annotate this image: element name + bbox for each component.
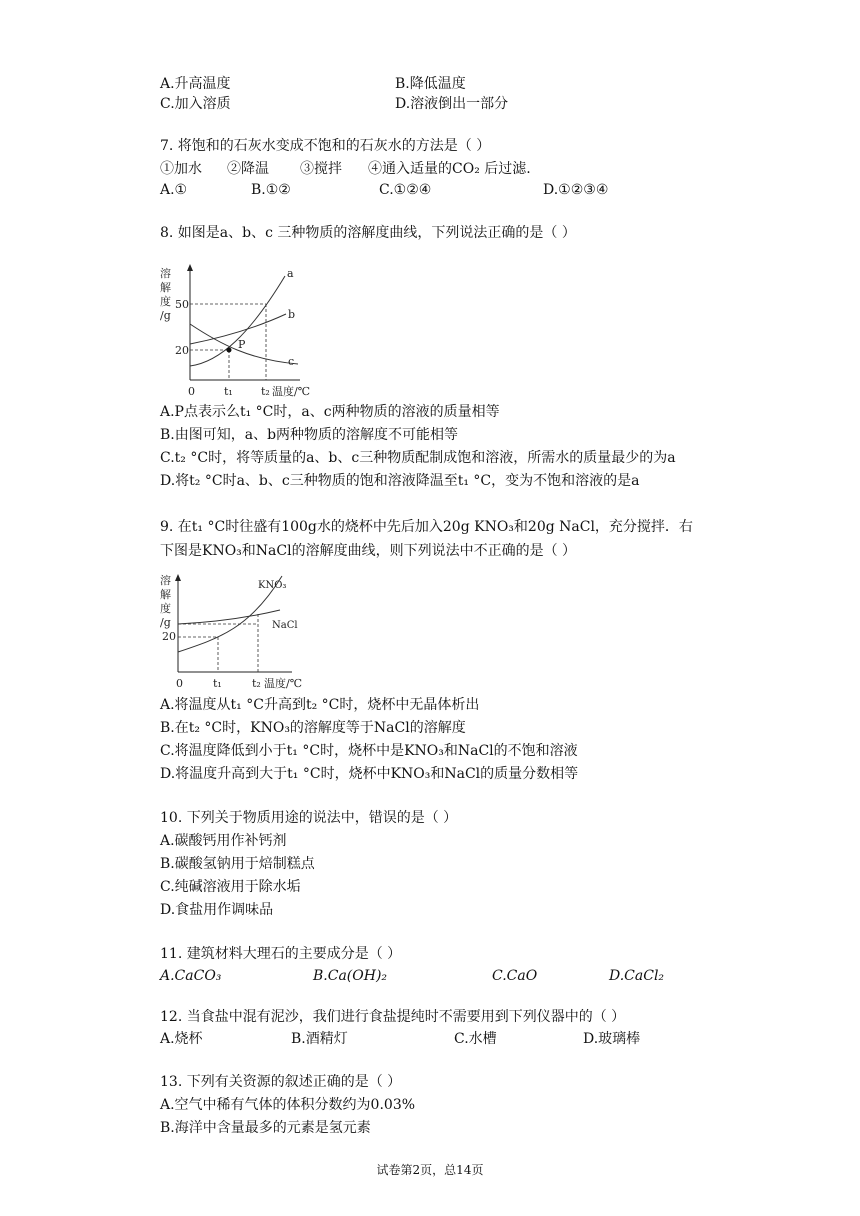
q9-curve-nacl: [178, 610, 280, 624]
q9-ytick-20: 20: [162, 630, 176, 643]
q8-ytick-50: 50: [175, 298, 189, 311]
q12-option-a: A.烧杯: [160, 1031, 203, 1047]
q8-curve-c-label: c: [288, 355, 295, 368]
q9-option-d: D.将温度升高到大于t₁ °C时，烧杯中KNO₃和NaCl的质量分数相等: [160, 766, 579, 782]
page-footer: 试卷第2页，总14页: [376, 1163, 484, 1177]
q10-option-a: A.碳酸钙用作补钙剂: [160, 833, 287, 849]
q12-option-d: D.玻璃棒: [583, 1031, 641, 1047]
q9-stem-line2: 下图是KNO₃和NaCl的溶解度曲线，则下列说法中不正确的是（ ）: [160, 543, 577, 559]
q9-xtick-t2: t₂: [252, 677, 261, 690]
q8-point-label: P: [238, 338, 246, 351]
q6-option-c: C.加入溶质: [160, 96, 231, 112]
q7-method-2: ②降温: [227, 161, 269, 177]
q9-option-a: A.将温度从t₁ °C升高到t₂ °C时，烧杯中无晶体析出: [160, 697, 480, 713]
q8-curve-a-label: a: [287, 267, 294, 280]
q11-option-a: A.CaCO₃: [160, 968, 222, 984]
q8-option-d: D.将t₂ °C时a、b、c三种物质的饱和溶液降温至t₁ °C，变为不饱和溶液的是a: [160, 473, 640, 489]
q11-option-b: B.Ca(OH)₂: [313, 968, 388, 984]
q8-ylabel-3: 度: [160, 295, 171, 308]
q13-option-a: A.空气中稀有气体的体积分数约为0.03%: [160, 1097, 416, 1113]
q7-option-d: D.①②③④: [543, 182, 609, 198]
q9-curve-kno3-label: KNO₃: [258, 580, 287, 591]
q7-method-1: ①加水: [160, 161, 202, 177]
q9-ylabel-2: 解: [160, 588, 171, 601]
q9-xtick-0: 0: [176, 677, 183, 690]
q8-option-a: A.P点表示么t₁ °C时，a、c两种物质的溶液的质量相等: [160, 404, 500, 420]
q10-option-b: B.碳酸氢钠用于焙制糕点: [160, 856, 315, 872]
q7-method-3: ③搅拌: [300, 161, 342, 177]
q7-stem: 7. 将饱和的石灰水变成不饱和的石灰水的方法是（ ）: [160, 138, 491, 154]
q7-option-c: C.①②④: [379, 182, 432, 198]
q11-option-c: C.CaO: [492, 968, 538, 984]
q9-xlabel: 温度/℃: [264, 677, 303, 690]
q13-option-b: B.海洋中含量最多的元素是氢元素: [160, 1120, 371, 1136]
q9-option-b: B.在t₂ °C时，KNO₃的溶解度等于NaCl的溶解度: [160, 720, 466, 736]
q8-solubility-chart: [160, 262, 320, 402]
q8-xtick-0: 0: [188, 385, 195, 398]
q8-xtick-t2: t₂: [261, 385, 270, 398]
q8-xtick-t1: t₁: [224, 385, 233, 398]
q7-method-4: ④通入适量的CO₂ 后过滤.: [368, 161, 531, 177]
q6-option-d: D.溶液倒出一部分: [395, 96, 509, 112]
q8-ylabel-2: 解: [160, 281, 171, 294]
q9-xtick-t1: t₁: [213, 677, 222, 690]
q6-option-a: A.升高温度: [160, 76, 231, 92]
q8-ytick-20: 20: [175, 344, 189, 357]
q9-ylabel-4: /g: [160, 616, 171, 629]
q9-solubility-chart: [160, 572, 320, 694]
q8-stem: 8. 如图是a、b、c 三种物质的溶解度曲线，下列说法正确的是（ ）: [160, 225, 576, 241]
q9-stem-line1: 9. 在t₁ °C时往盛有100g水的烧杯中先后加入20g KNO₃和20g NaCl，充分搅拌．右: [160, 519, 693, 535]
q9-ylabel-3: 度: [160, 602, 171, 615]
q10-stem: 10. 下列关于物质用途的说法中，错误的是（ ）: [160, 810, 458, 826]
q9-curve-nacl-label: NaCl: [272, 620, 298, 631]
q9-option-c: C.将温度降低到小于t₁ °C时，烧杯中是KNO₃和NaCl的不饱和溶液: [160, 743, 578, 759]
q8-option-b: B.由图可知，a、b两种物质的溶解度不可能相等: [160, 427, 459, 443]
q11-stem: 11. 建筑材料大理石的主要成分是（ ）: [160, 946, 402, 962]
q12-stem: 12. 当食盐中混有泥沙，我们进行食盐提纯时不需要用到下列仪器中的（ ）: [160, 1009, 626, 1025]
q8-point-p: [227, 348, 232, 353]
q12-option-c: C.水槽: [454, 1031, 497, 1047]
q8-ylabel-1: 溶: [160, 267, 171, 280]
q11-option-d: D.CaCl₂: [609, 968, 665, 984]
q6-option-b: B.降低温度: [395, 76, 466, 92]
q8-xlabel: 温度/℃: [272, 385, 311, 398]
q8-ylabel-4: /g: [160, 309, 171, 322]
q10-option-d: D.食盐用作调味品: [160, 902, 274, 918]
q10-option-c: C.纯碱溶液用于除水垢: [160, 879, 301, 895]
q8-option-c: C.t₂ °C时，将等质量的a、b、c三种物质配制成饱和溶液，所需水的质量最少的为a: [160, 450, 676, 466]
q12-option-b: B.酒精灯: [291, 1031, 348, 1047]
q13-stem: 13. 下列有关资源的叙述正确的是（ ）: [160, 1074, 402, 1090]
q9-ylabel-1: 溶: [160, 574, 171, 587]
q7-option-a: A.①: [160, 182, 188, 198]
q8-curve-b-label: b: [288, 308, 296, 321]
q7-option-b: B.①②: [251, 182, 291, 198]
